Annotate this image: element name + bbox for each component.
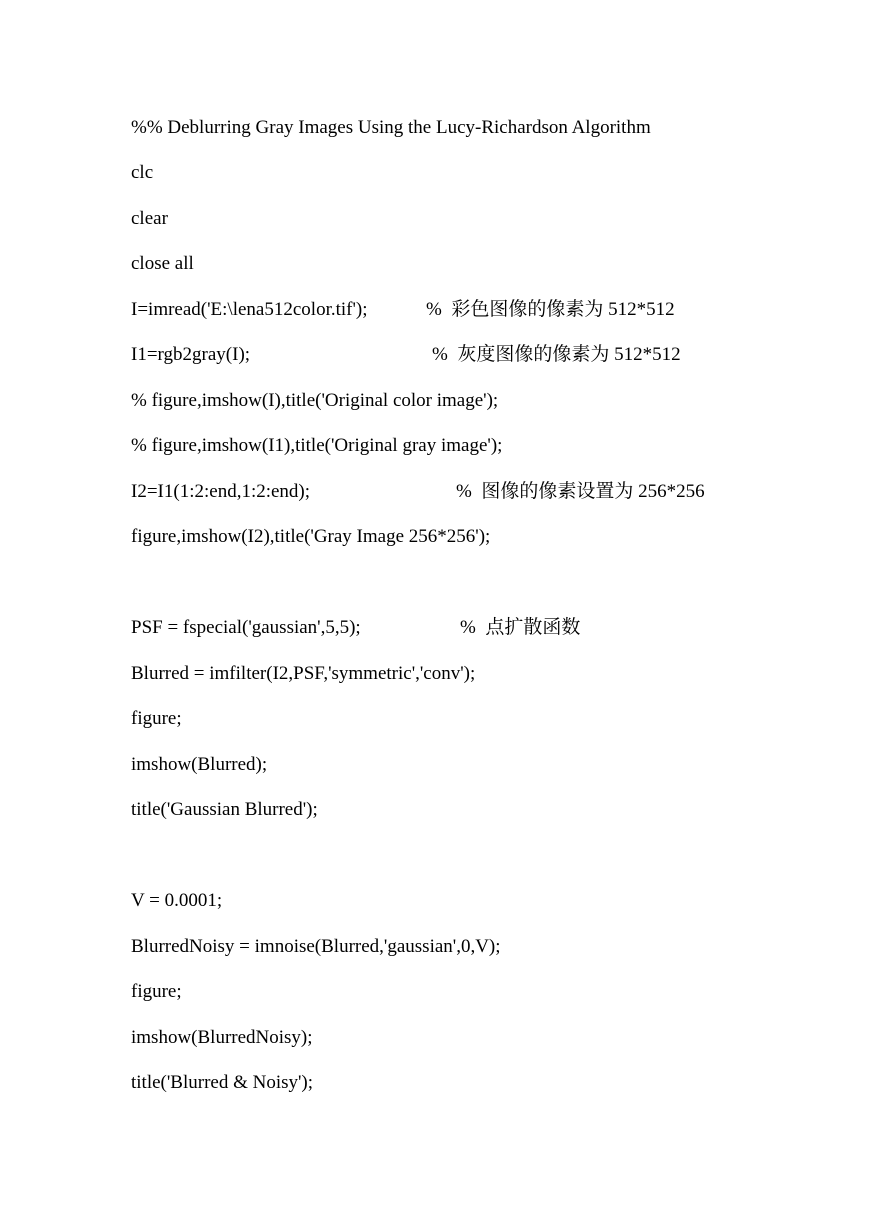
code-line xyxy=(131,753,268,777)
code-line xyxy=(131,798,318,822)
code-text: figure; xyxy=(131,981,182,1002)
code-text: %% Deblurring Gray Images Using the Lucy-Richardson Algorithm xyxy=(131,117,651,138)
code-text: clear xyxy=(131,208,168,229)
code-text: % figure,imshow(I1),title('Original gray image'); xyxy=(131,435,503,456)
code-text: % figure,imshow(I),title('Original color image'); xyxy=(131,390,499,411)
code-line xyxy=(131,1026,313,1050)
code-text: V = 0.0001; xyxy=(131,890,223,911)
code-line xyxy=(131,707,182,731)
code-line xyxy=(131,389,499,413)
code-line xyxy=(131,1071,314,1095)
code-text: close all xyxy=(131,253,194,274)
code-line xyxy=(131,161,154,185)
code-line xyxy=(131,298,675,322)
code-line xyxy=(131,480,705,504)
code-comment: % 图像的像素设置为 256*256 xyxy=(456,481,705,502)
code-text: BlurredNoisy = imnoise(Blurred,'gaussian',0,V); xyxy=(131,936,501,957)
code-comment: % 彩色图像的像素为 512*512 xyxy=(426,299,675,320)
code-line xyxy=(131,252,194,276)
code-line xyxy=(131,935,501,959)
code-line xyxy=(131,525,491,549)
code-text: imshow(Blurred); xyxy=(131,754,268,775)
code-text: title('Gaussian Blurred'); xyxy=(131,799,318,820)
code-text: clc xyxy=(131,162,154,183)
code-text: imshow(BlurredNoisy); xyxy=(131,1027,313,1048)
code-text: figure; xyxy=(131,708,182,729)
code-text: I=imread('E:\lena512color.tif'); xyxy=(131,299,368,320)
code-text: PSF = fspecial('gaussian',5,5); xyxy=(131,617,361,638)
code-line xyxy=(131,207,168,231)
code-line xyxy=(131,980,182,1004)
code-text: title('Blurred & Noisy'); xyxy=(131,1072,314,1093)
code-line xyxy=(131,343,681,367)
code-text: I2=I1(1:2:end,1:2:end); xyxy=(131,481,311,502)
code-comment: % 灰度图像的像素为 512*512 xyxy=(432,344,681,365)
code-line xyxy=(131,662,476,686)
code-comment: % 点扩散函数 xyxy=(460,617,581,638)
code-line xyxy=(131,434,503,458)
code-text: Blurred = imfilter(I2,PSF,'symmetric','conv'); xyxy=(131,663,476,684)
code-text: I1=rgb2gray(I); xyxy=(131,344,251,365)
code-line xyxy=(131,889,223,913)
code-line xyxy=(131,616,581,640)
code-line xyxy=(131,116,651,140)
code-text: figure,imshow(I2),title('Gray Image 256*256'); xyxy=(131,526,491,547)
